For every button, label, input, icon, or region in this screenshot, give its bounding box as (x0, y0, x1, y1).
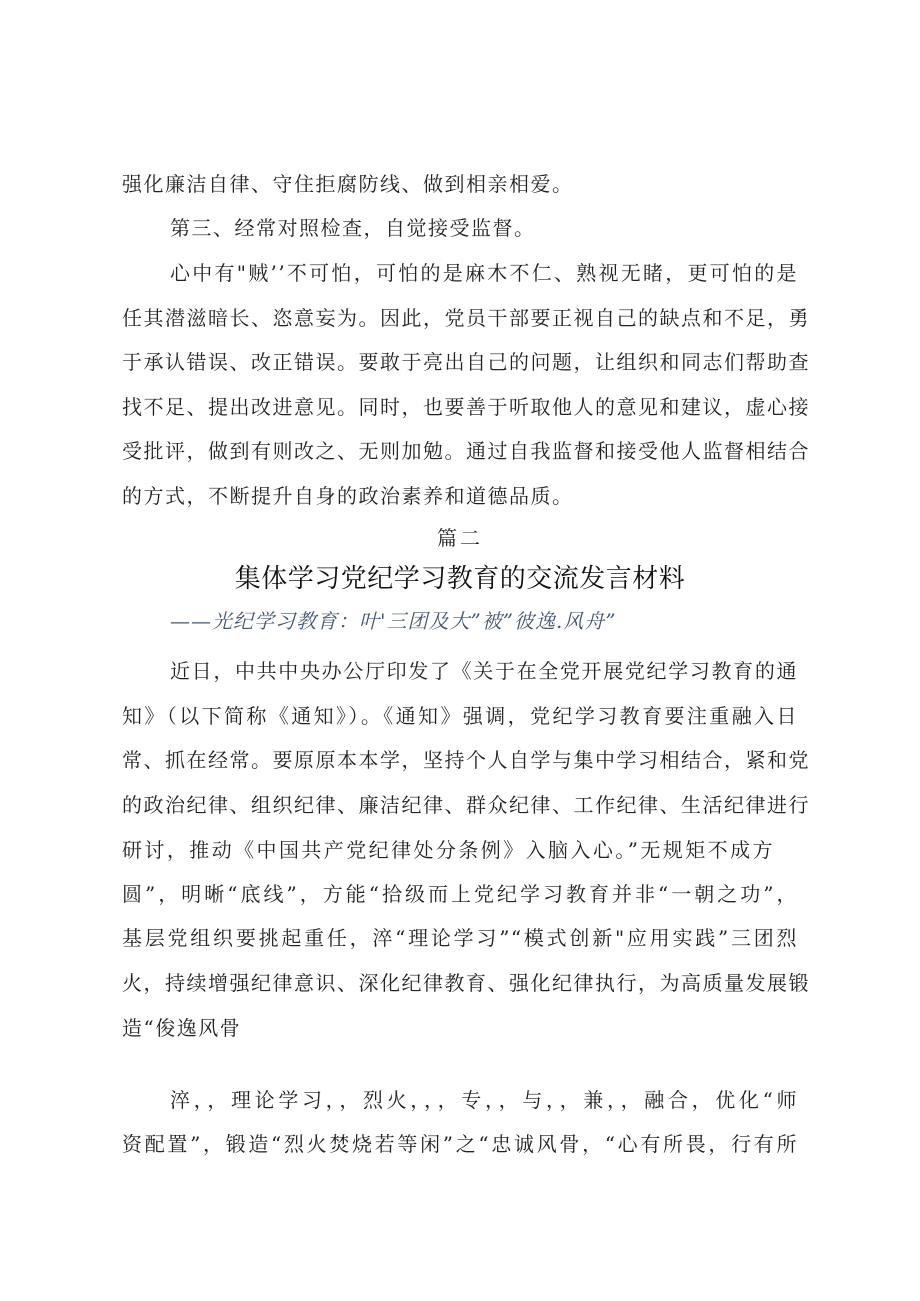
text-line: 造“俊逸风骨 (122, 1016, 242, 1040)
text-line: 于承认错误、改正错误。要敢于亮出自己的问题，让组织和同志们帮助查 (122, 350, 810, 374)
text-line: 的方式，不断提升自身的政治素养和道德品质。 (122, 484, 574, 508)
text-line: 的政治纪律、组织纪律、廉洁纪律、群众纪律、工作纪律、生活纪律进行 (122, 793, 810, 817)
text-line: 知》（以下简称《通知》）。《通知》强调，党纪学习教育要注重融入日 (122, 704, 798, 728)
text-line: 火，持续增强纪律意识、深化纪律教育、强化纪律执行，为高质量发展锻 (122, 971, 810, 995)
document-title: 集体学习党纪学习教育的交流发言材料 (234, 564, 686, 594)
text-line: 强化廉洁自律、守住拒腐防线、做到相亲相爱。 (122, 172, 574, 196)
text-line: 第三、经常对照检查，自觉接受监督。 (170, 216, 536, 240)
text-line: 任其潜滋暗长、恣意妄为。因此，党员干部要正视自己的缺点和不足，勇 (122, 306, 810, 330)
document-subtitle: ——光纪学习教育：叶'三团及大”被”彼逸.风舟” (170, 609, 617, 633)
part-label: 篇二 (437, 526, 483, 550)
text-line: 近日，中共中央办公厅印发了《关于在全党开展党纪学习教育的通 (170, 659, 798, 683)
text-line: 受批评，做到有则改之、无则加勉。通过自我监督和接受他人监督相结合 (122, 439, 810, 463)
text-line: 研讨，推动《中国共产党纪律处分条例》入脑入心。”无规矩不成方 (122, 838, 774, 862)
text-line: 找不足、提出改进意见。同时，也要善于听取他人的意见和建议，虚心接 (122, 395, 810, 419)
text-line: 淬，，理论学习，，烈火，，，专，，与，，兼，，融合，优化“师 (170, 1088, 798, 1112)
text-line: 心中有"贼’’不可怕，可怕的是麻木不仁、熟视无睹，更可怕的是 (170, 261, 798, 285)
text-line: 圆”，明晰“底线”，方能“拾级而上党纪学习教育并非“一朝之功”， (122, 882, 798, 906)
text-line: 资配置”，锻造“烈火焚烧若等闲”之“忠诚风骨，“心有所畏，行有所 (122, 1132, 798, 1156)
text-line: 常、抓在经常。要原原本本学，坚持个人自学与集中学习相结合，紧和党 (122, 748, 810, 772)
text-line: 基层党组织要挑起重任，淬“理论学习”“模式创新"应用实践”三团烈 (122, 926, 798, 950)
